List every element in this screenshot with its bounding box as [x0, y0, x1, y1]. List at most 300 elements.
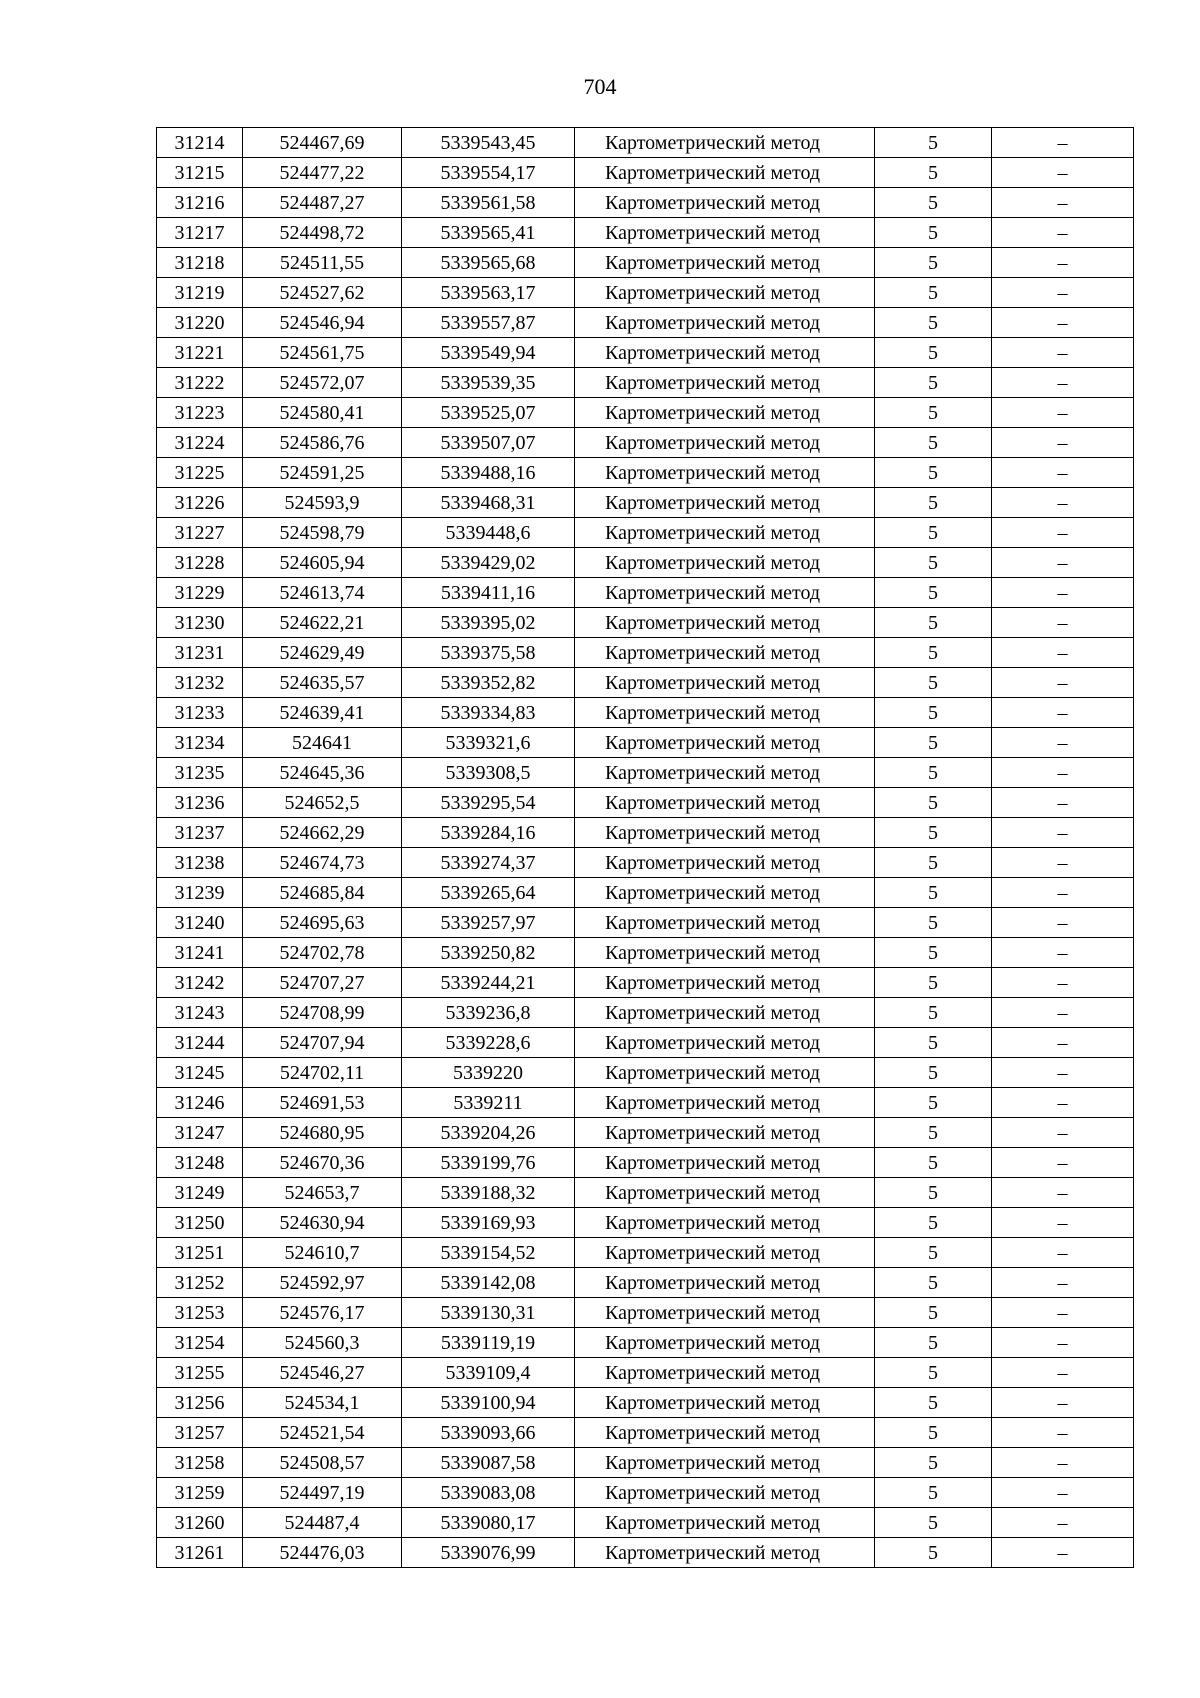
accuracy-cell: 5: [875, 1298, 992, 1328]
x-coordinate-cell: 524639,41: [243, 698, 402, 728]
table-row: [157, 698, 1134, 728]
note-cell: –: [992, 1268, 1134, 1298]
method-cell: Картометрический метод: [575, 1418, 875, 1448]
accuracy-cell: 5: [875, 1238, 992, 1268]
y-coordinate-cell: 5339109,4: [402, 1358, 575, 1388]
x-coordinate-cell: 524622,21: [243, 608, 402, 638]
note-cell: –: [992, 968, 1134, 998]
accuracy-cell: 5: [875, 128, 992, 158]
x-coordinate-cell: 524680,95: [243, 1118, 402, 1148]
y-coordinate-cell: 5339211: [402, 1088, 575, 1118]
table-row: [157, 218, 1134, 248]
note-cell: –: [992, 1208, 1134, 1238]
accuracy-cell: 5: [875, 758, 992, 788]
accuracy-cell: 5: [875, 308, 992, 338]
x-coordinate-cell: 524645,36: [243, 758, 402, 788]
note-cell: –: [992, 998, 1134, 1028]
x-coordinate-cell: 524707,27: [243, 968, 402, 998]
y-coordinate-cell: 5339083,08: [402, 1478, 575, 1508]
method-cell: Картометрический метод: [575, 218, 875, 248]
method-cell: Картометрический метод: [575, 1328, 875, 1358]
y-coordinate-cell: 5339395,02: [402, 608, 575, 638]
x-coordinate-cell: 524476,03: [243, 1538, 402, 1568]
x-coordinate-cell: 524498,72: [243, 218, 402, 248]
note-cell: –: [992, 728, 1134, 758]
point-number-cell: 31221: [157, 338, 243, 368]
x-coordinate-cell: 524534,1: [243, 1388, 402, 1418]
method-cell: Картометрический метод: [575, 518, 875, 548]
y-coordinate-cell: 5339257,97: [402, 908, 575, 938]
y-coordinate-cell: 5339199,76: [402, 1148, 575, 1178]
x-coordinate-cell: 524467,69: [243, 128, 402, 158]
note-cell: –: [992, 758, 1134, 788]
method-cell: Картометрический метод: [575, 638, 875, 668]
y-coordinate-cell: 5339130,31: [402, 1298, 575, 1328]
table-row: [157, 938, 1134, 968]
accuracy-cell: 5: [875, 1388, 992, 1418]
point-number-cell: 31245: [157, 1058, 243, 1088]
table-row: [157, 1298, 1134, 1328]
method-cell: Картометрический метод: [575, 398, 875, 428]
point-number-cell: 31244: [157, 1028, 243, 1058]
x-coordinate-cell: 524511,55: [243, 248, 402, 278]
point-number-cell: 31216: [157, 188, 243, 218]
method-cell: Картометрический метод: [575, 368, 875, 398]
x-coordinate-cell: 524586,76: [243, 428, 402, 458]
table-row: [157, 1058, 1134, 1088]
accuracy-cell: 5: [875, 1328, 992, 1358]
y-coordinate-cell: 5339507,07: [402, 428, 575, 458]
table-row: [157, 1088, 1134, 1118]
x-coordinate-cell: 524598,79: [243, 518, 402, 548]
y-coordinate-cell: 5339488,16: [402, 458, 575, 488]
note-cell: –: [992, 578, 1134, 608]
accuracy-cell: 5: [875, 818, 992, 848]
point-number-cell: 31252: [157, 1268, 243, 1298]
accuracy-cell: 5: [875, 1088, 992, 1118]
table-row: [157, 1478, 1134, 1508]
accuracy-cell: 5: [875, 518, 992, 548]
x-coordinate-cell: 524610,7: [243, 1238, 402, 1268]
x-coordinate-cell: 524576,17: [243, 1298, 402, 1328]
method-cell: Картометрический метод: [575, 788, 875, 818]
accuracy-cell: 5: [875, 1448, 992, 1478]
table-row: [157, 308, 1134, 338]
y-coordinate-cell: 5339525,07: [402, 398, 575, 428]
accuracy-cell: 5: [875, 788, 992, 818]
accuracy-cell: 5: [875, 848, 992, 878]
accuracy-cell: 5: [875, 398, 992, 428]
x-coordinate-cell: 524527,62: [243, 278, 402, 308]
method-cell: Картометрический метод: [575, 938, 875, 968]
note-cell: –: [992, 638, 1134, 668]
method-cell: Картометрический метод: [575, 158, 875, 188]
method-cell: Картометрический метод: [575, 1358, 875, 1388]
table-row: [157, 1148, 1134, 1178]
x-coordinate-cell: 524708,99: [243, 998, 402, 1028]
accuracy-cell: 5: [875, 368, 992, 398]
note-cell: –: [992, 938, 1134, 968]
note-cell: –: [992, 278, 1134, 308]
point-number-cell: 31242: [157, 968, 243, 998]
note-cell: –: [992, 818, 1134, 848]
note-cell: –: [992, 1178, 1134, 1208]
method-cell: Картометрический метод: [575, 878, 875, 908]
method-cell: Картометрический метод: [575, 458, 875, 488]
table-row: [157, 1418, 1134, 1448]
x-coordinate-cell: 524629,49: [243, 638, 402, 668]
note-cell: –: [992, 518, 1134, 548]
note-cell: –: [992, 488, 1134, 518]
accuracy-cell: 5: [875, 548, 992, 578]
table-row: [157, 1508, 1134, 1538]
accuracy-cell: 5: [875, 878, 992, 908]
table-row: [157, 878, 1134, 908]
point-number-cell: 31237: [157, 818, 243, 848]
y-coordinate-cell: 5339142,08: [402, 1268, 575, 1298]
accuracy-cell: 5: [875, 1118, 992, 1148]
method-cell: Картометрический метод: [575, 578, 875, 608]
table-row: [157, 128, 1134, 158]
point-number-cell: 31231: [157, 638, 243, 668]
x-coordinate-cell: 524580,41: [243, 398, 402, 428]
point-number-cell: 31227: [157, 518, 243, 548]
table-row: [157, 788, 1134, 818]
note-cell: –: [992, 878, 1134, 908]
table-row: [157, 428, 1134, 458]
method-cell: Картометрический метод: [575, 1298, 875, 1328]
point-number-cell: 31260: [157, 1508, 243, 1538]
x-coordinate-cell: 524691,53: [243, 1088, 402, 1118]
y-coordinate-cell: 5339080,17: [402, 1508, 575, 1538]
x-coordinate-cell: 524630,94: [243, 1208, 402, 1238]
point-number-cell: 31256: [157, 1388, 243, 1418]
table-row: [157, 1028, 1134, 1058]
x-coordinate-cell: 524702,11: [243, 1058, 402, 1088]
accuracy-cell: 5: [875, 1028, 992, 1058]
accuracy-cell: 5: [875, 1208, 992, 1238]
table-row: [157, 368, 1134, 398]
point-number-cell: 31230: [157, 608, 243, 638]
x-coordinate-cell: 524477,22: [243, 158, 402, 188]
table-row: [157, 758, 1134, 788]
note-cell: –: [992, 308, 1134, 338]
x-coordinate-cell: 524591,25: [243, 458, 402, 488]
x-coordinate-cell: 524652,5: [243, 788, 402, 818]
point-number-cell: 31251: [157, 1238, 243, 1268]
method-cell: Картометрический метод: [575, 338, 875, 368]
note-cell: –: [992, 158, 1134, 188]
method-cell: Картометрический метод: [575, 278, 875, 308]
accuracy-cell: 5: [875, 1538, 992, 1568]
x-coordinate-cell: 524546,94: [243, 308, 402, 338]
method-cell: Картометрический метод: [575, 1478, 875, 1508]
y-coordinate-cell: 5339236,8: [402, 998, 575, 1028]
method-cell: Картометрический метод: [575, 1118, 875, 1148]
point-number-cell: 31223: [157, 398, 243, 428]
point-number-cell: 31248: [157, 1148, 243, 1178]
y-coordinate-cell: 5339265,64: [402, 878, 575, 908]
note-cell: –: [992, 1328, 1134, 1358]
point-number-cell: 31258: [157, 1448, 243, 1478]
accuracy-cell: 5: [875, 1478, 992, 1508]
point-number-cell: 31250: [157, 1208, 243, 1238]
x-coordinate-cell: 524592,97: [243, 1268, 402, 1298]
x-coordinate-cell: 524561,75: [243, 338, 402, 368]
note-cell: –: [992, 188, 1134, 218]
point-number-cell: 31238: [157, 848, 243, 878]
table-row: [157, 1328, 1134, 1358]
x-coordinate-cell: 524653,7: [243, 1178, 402, 1208]
note-cell: –: [992, 1058, 1134, 1088]
method-cell: Картометрический метод: [575, 548, 875, 578]
y-coordinate-cell: 5339169,93: [402, 1208, 575, 1238]
x-coordinate-cell: 524497,19: [243, 1478, 402, 1508]
x-coordinate-cell: 524695,63: [243, 908, 402, 938]
table-row: [157, 608, 1134, 638]
point-number-cell: 31246: [157, 1088, 243, 1118]
method-cell: Картометрический метод: [575, 848, 875, 878]
note-cell: –: [992, 548, 1134, 578]
accuracy-cell: 5: [875, 248, 992, 278]
accuracy-cell: 5: [875, 968, 992, 998]
note-cell: –: [992, 1088, 1134, 1118]
point-number-cell: 31218: [157, 248, 243, 278]
table-row: [157, 548, 1134, 578]
table-row: [157, 818, 1134, 848]
x-coordinate-cell: 524707,94: [243, 1028, 402, 1058]
point-number-cell: 31243: [157, 998, 243, 1028]
x-coordinate-cell: 524508,57: [243, 1448, 402, 1478]
y-coordinate-cell: 5339295,54: [402, 788, 575, 818]
table-row: [157, 1268, 1134, 1298]
y-coordinate-cell: 5339284,16: [402, 818, 575, 848]
point-number-cell: 31232: [157, 668, 243, 698]
accuracy-cell: 5: [875, 638, 992, 668]
accuracy-cell: 5: [875, 1178, 992, 1208]
method-cell: Картометрический метод: [575, 1088, 875, 1118]
table-row: [157, 1208, 1134, 1238]
coordinates-table: [156, 127, 1134, 1568]
method-cell: Картометрический метод: [575, 1028, 875, 1058]
table-row: [157, 578, 1134, 608]
method-cell: Картометрический метод: [575, 728, 875, 758]
method-cell: Картометрический метод: [575, 698, 875, 728]
method-cell: Картометрический метод: [575, 1268, 875, 1298]
y-coordinate-cell: 5339321,6: [402, 728, 575, 758]
y-coordinate-cell: 5339549,94: [402, 338, 575, 368]
coordinates-table-body: [157, 128, 1134, 1568]
table-row: [157, 338, 1134, 368]
method-cell: Картометрический метод: [575, 608, 875, 638]
note-cell: –: [992, 218, 1134, 248]
point-number-cell: 31222: [157, 368, 243, 398]
table-row: [157, 458, 1134, 488]
table-row: [157, 1178, 1134, 1208]
point-number-cell: 31253: [157, 1298, 243, 1328]
y-coordinate-cell: 5339154,52: [402, 1238, 575, 1268]
table-row: [157, 158, 1134, 188]
table-row: [157, 518, 1134, 548]
y-coordinate-cell: 5339375,58: [402, 638, 575, 668]
note-cell: –: [992, 128, 1134, 158]
note-cell: –: [992, 1358, 1134, 1388]
accuracy-cell: 5: [875, 998, 992, 1028]
method-cell: Картометрический метод: [575, 1448, 875, 1478]
method-cell: Картометрический метод: [575, 1388, 875, 1418]
note-cell: –: [992, 908, 1134, 938]
note-cell: –: [992, 1118, 1134, 1148]
note-cell: –: [992, 458, 1134, 488]
y-coordinate-cell: 5339228,6: [402, 1028, 575, 1058]
table-row: [157, 668, 1134, 698]
method-cell: Картометрический метод: [575, 998, 875, 1028]
table-row: [157, 398, 1134, 428]
note-cell: –: [992, 428, 1134, 458]
note-cell: –: [992, 1418, 1134, 1448]
x-coordinate-cell: 524685,84: [243, 878, 402, 908]
note-cell: –: [992, 1148, 1134, 1178]
table-row: [157, 728, 1134, 758]
y-coordinate-cell: 5339220: [402, 1058, 575, 1088]
accuracy-cell: 5: [875, 278, 992, 308]
method-cell: Картометрический метод: [575, 1178, 875, 1208]
note-cell: –: [992, 248, 1134, 278]
accuracy-cell: 5: [875, 1058, 992, 1088]
accuracy-cell: 5: [875, 728, 992, 758]
table-row: [157, 968, 1134, 998]
note-cell: –: [992, 1538, 1134, 1568]
y-coordinate-cell: 5339188,32: [402, 1178, 575, 1208]
point-number-cell: 31239: [157, 878, 243, 908]
point-number-cell: 31229: [157, 578, 243, 608]
y-coordinate-cell: 5339411,16: [402, 578, 575, 608]
y-coordinate-cell: 5339565,68: [402, 248, 575, 278]
point-number-cell: 31247: [157, 1118, 243, 1148]
y-coordinate-cell: 5339274,37: [402, 848, 575, 878]
y-coordinate-cell: 5339565,41: [402, 218, 575, 248]
y-coordinate-cell: 5339076,99: [402, 1538, 575, 1568]
point-number-cell: 31215: [157, 158, 243, 188]
x-coordinate-cell: 524635,57: [243, 668, 402, 698]
method-cell: Картометрический метод: [575, 128, 875, 158]
x-coordinate-cell: 524613,74: [243, 578, 402, 608]
table-row: [157, 188, 1134, 218]
y-coordinate-cell: 5339563,17: [402, 278, 575, 308]
table-row: [157, 998, 1134, 1028]
point-number-cell: 31226: [157, 488, 243, 518]
accuracy-cell: 5: [875, 1268, 992, 1298]
y-coordinate-cell: 5339334,83: [402, 698, 575, 728]
y-coordinate-cell: 5339448,6: [402, 518, 575, 548]
accuracy-cell: 5: [875, 608, 992, 638]
point-number-cell: 31255: [157, 1358, 243, 1388]
method-cell: Картометрический метод: [575, 908, 875, 938]
accuracy-cell: 5: [875, 698, 992, 728]
method-cell: Картометрический метод: [575, 188, 875, 218]
x-coordinate-cell: 524674,73: [243, 848, 402, 878]
note-cell: –: [992, 1478, 1134, 1508]
x-coordinate-cell: 524641: [243, 728, 402, 758]
point-number-cell: 31228: [157, 548, 243, 578]
y-coordinate-cell: 5339554,17: [402, 158, 575, 188]
point-number-cell: 31220: [157, 308, 243, 338]
method-cell: Картометрический метод: [575, 428, 875, 458]
x-coordinate-cell: 524546,27: [243, 1358, 402, 1388]
point-number-cell: 31214: [157, 128, 243, 158]
method-cell: Картометрический метод: [575, 488, 875, 518]
y-coordinate-cell: 5339539,35: [402, 368, 575, 398]
point-number-cell: 31224: [157, 428, 243, 458]
point-number-cell: 31225: [157, 458, 243, 488]
table-row: [157, 248, 1134, 278]
point-number-cell: 31219: [157, 278, 243, 308]
note-cell: –: [992, 1448, 1134, 1478]
method-cell: Картометрический метод: [575, 1238, 875, 1268]
method-cell: Картометрический метод: [575, 1058, 875, 1088]
x-coordinate-cell: 524521,54: [243, 1418, 402, 1448]
method-cell: Картометрический метод: [575, 668, 875, 698]
method-cell: Картометрический метод: [575, 968, 875, 998]
note-cell: –: [992, 1508, 1134, 1538]
accuracy-cell: 5: [875, 668, 992, 698]
method-cell: Картометрический метод: [575, 758, 875, 788]
y-coordinate-cell: 5339119,19: [402, 1328, 575, 1358]
table-row: [157, 278, 1134, 308]
point-number-cell: 31235: [157, 758, 243, 788]
y-coordinate-cell: 5339308,5: [402, 758, 575, 788]
y-coordinate-cell: 5339087,58: [402, 1448, 575, 1478]
point-number-cell: 31241: [157, 938, 243, 968]
note-cell: –: [992, 608, 1134, 638]
method-cell: Картометрический метод: [575, 248, 875, 278]
accuracy-cell: 5: [875, 458, 992, 488]
x-coordinate-cell: 524572,07: [243, 368, 402, 398]
accuracy-cell: 5: [875, 938, 992, 968]
method-cell: Картометрический метод: [575, 1148, 875, 1178]
x-coordinate-cell: 524702,78: [243, 938, 402, 968]
method-cell: Картометрический метод: [575, 1538, 875, 1568]
point-number-cell: 31234: [157, 728, 243, 758]
note-cell: –: [992, 698, 1134, 728]
x-coordinate-cell: 524487,27: [243, 188, 402, 218]
y-coordinate-cell: 5339561,58: [402, 188, 575, 218]
table-row: [157, 638, 1134, 668]
accuracy-cell: 5: [875, 218, 992, 248]
y-coordinate-cell: 5339429,02: [402, 548, 575, 578]
table-row: [157, 1388, 1134, 1418]
table-row: [157, 1238, 1134, 1268]
table-row: [157, 1118, 1134, 1148]
note-cell: –: [992, 1028, 1134, 1058]
note-cell: –: [992, 1388, 1134, 1418]
accuracy-cell: 5: [875, 908, 992, 938]
note-cell: –: [992, 1238, 1134, 1268]
x-coordinate-cell: 524560,3: [243, 1328, 402, 1358]
note-cell: –: [992, 668, 1134, 698]
point-number-cell: 31240: [157, 908, 243, 938]
y-coordinate-cell: 5339250,82: [402, 938, 575, 968]
y-coordinate-cell: 5339543,45: [402, 128, 575, 158]
table-row: [157, 1448, 1134, 1478]
note-cell: –: [992, 398, 1134, 428]
table-row: [157, 908, 1134, 938]
y-coordinate-cell: 5339244,21: [402, 968, 575, 998]
table-row: [157, 1538, 1134, 1568]
point-number-cell: 31249: [157, 1178, 243, 1208]
accuracy-cell: 5: [875, 1418, 992, 1448]
table-row: [157, 1358, 1134, 1388]
